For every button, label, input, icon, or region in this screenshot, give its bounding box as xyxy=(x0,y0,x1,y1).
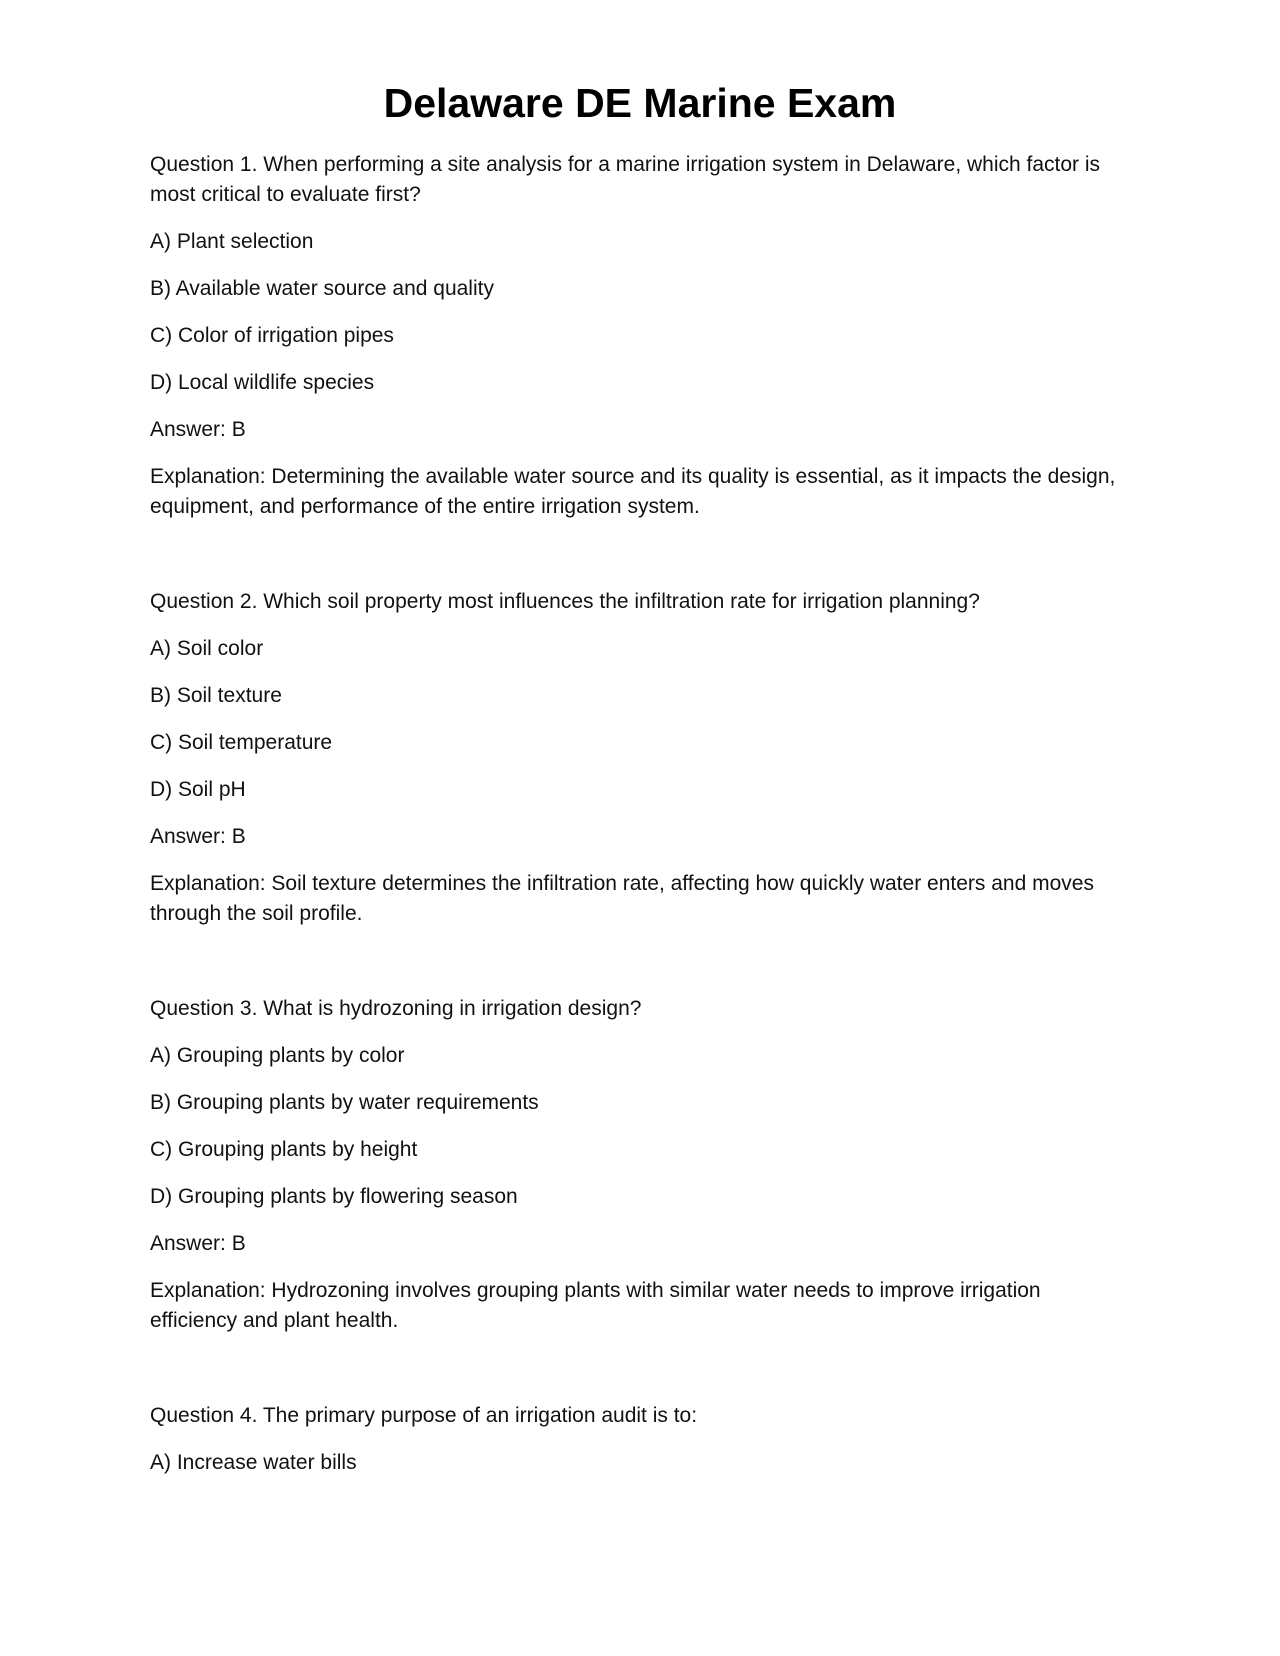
answer-option: D) Local wildlife species xyxy=(150,371,375,394)
answer-option: A) Increase water bills xyxy=(150,1451,357,1474)
question-text: Question 1. When performing a site analysis for a marine irrigation system in Delaware, which factor is most critical to evaluate first? xyxy=(150,153,1101,206)
question-block-1 xyxy=(150,150,1130,522)
explanation-text: Explanation: Hydrozoning involves grouping plants with similar water needs to improve irrigation efficiency and plant health. xyxy=(150,1279,1041,1332)
question-block-2 xyxy=(150,587,1130,929)
answer-option: A) Grouping plants by color xyxy=(150,1044,405,1067)
answer-option: C) Grouping plants by height xyxy=(150,1138,418,1161)
question-text: Question 3. What is hydrozoning in irrigation design? xyxy=(150,997,642,1020)
answer-option: A) Soil color xyxy=(150,637,264,660)
question-text: Question 4. The primary purpose of an irrigation audit is to: xyxy=(150,1404,698,1427)
question-block-3 xyxy=(150,994,1130,1336)
document-title: Delaware DE Marine Exam xyxy=(383,80,897,126)
answer-option: D) Soil pH xyxy=(150,778,246,801)
answer-option: C) Soil temperature xyxy=(150,731,333,754)
answer-option: A) Plant selection xyxy=(150,230,314,253)
answer-option: B) Soil texture xyxy=(150,684,282,707)
question-text: Question 2. Which soil property most influences the infiltration rate for irrigation planning? xyxy=(150,590,980,613)
answer-option: B) Grouping plants by water requirements xyxy=(150,1091,539,1114)
answer-option: C) Color of irrigation pipes xyxy=(150,324,394,347)
answer-key: Answer: B xyxy=(150,1232,246,1255)
answer-option: B) Available water source and quality xyxy=(150,277,494,300)
explanation-text: Explanation: Determining the available water source and its quality is essential, as it impacts the design, equipment, and performance of the entire irrigation system. xyxy=(150,465,1116,518)
answer-key: Answer: B xyxy=(150,825,246,848)
document-body xyxy=(150,150,1130,1543)
question-block-4 xyxy=(150,1401,1130,1478)
answer-option: D) Grouping plants by flowering season xyxy=(150,1185,518,1208)
answer-key: Answer: B xyxy=(150,418,246,441)
explanation-text: Explanation: Soil texture determines the infiltration rate, affecting how quickly water enters and moves through the soil profile. xyxy=(150,872,1094,925)
